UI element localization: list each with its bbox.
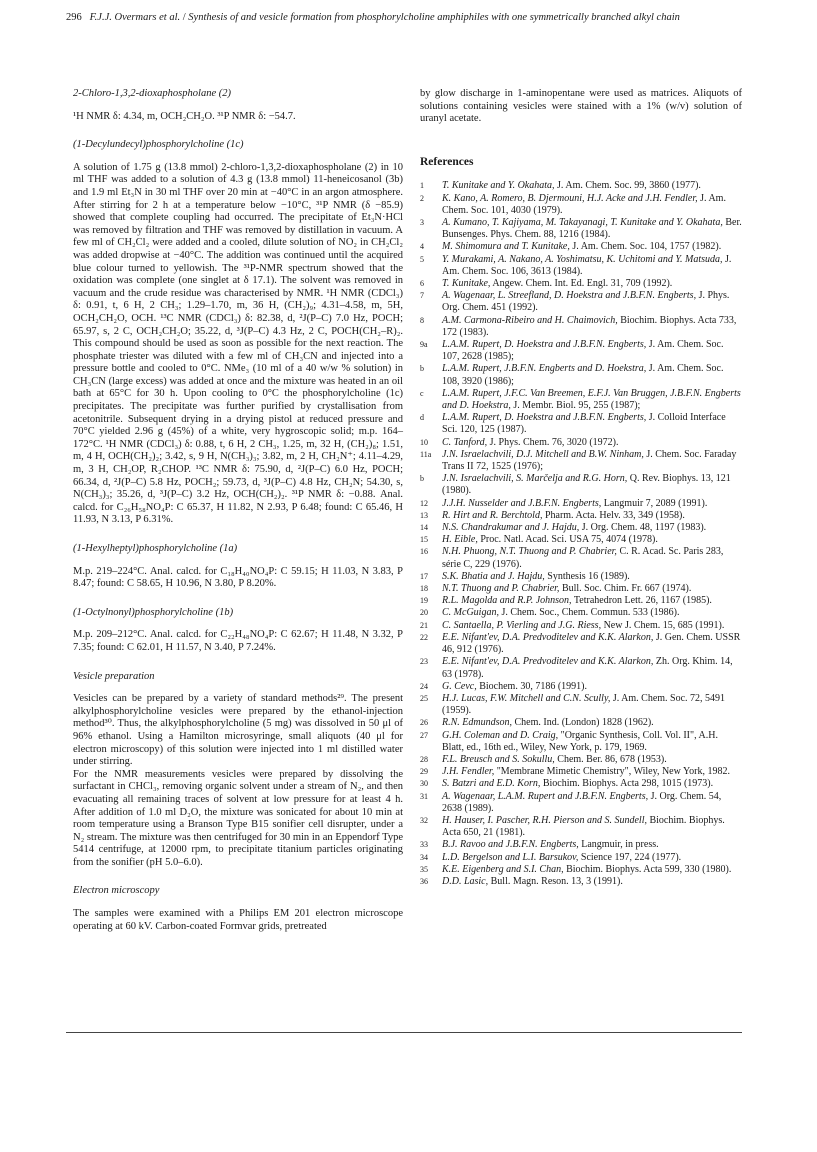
reference-item xyxy=(420,315,742,339)
reference-citation: J. Am. Chem. Soc. 104, 1757 (1982). xyxy=(569,241,722,253)
reference-number: 20 xyxy=(420,608,428,618)
reference-number: 27 xyxy=(420,730,428,740)
reference-authors: R.N. Edmundson, xyxy=(442,717,512,729)
reference-citation: Tetrahedron Lett. 26, 1167 (1985). xyxy=(571,595,712,607)
reference-item xyxy=(420,546,742,570)
reference-item xyxy=(420,278,742,290)
reference-authors: R.L. Magolda and R.P. Johnson, xyxy=(442,595,572,607)
reference-citation: J. Org. Chem. 48, 1197 (1983). xyxy=(579,522,707,534)
reference-item xyxy=(420,498,742,510)
reference-citation: Science 197, 224 (1977). xyxy=(578,851,682,863)
reference-item xyxy=(420,778,742,790)
reference-authors: L.A.M. Rupert, D. Hoekstra and J.B.F.N. Engberts, xyxy=(442,339,647,351)
reference-number: 8 xyxy=(420,315,424,325)
reference-number: 19 xyxy=(420,596,428,606)
reference-citation: "Membrane Mimetic Chemistry", Wiley, New York, 1982. xyxy=(494,766,731,778)
reference-authors: A. Wagenaar, L.A.M. Rupert and J.B.F.N. Engberts, xyxy=(442,790,649,802)
reference-authors: F.L. Breusch and S. Sokullu, xyxy=(442,753,555,765)
reference-citation: Biochem. 30, 7186 (1991). xyxy=(476,680,587,692)
reference-authors: H. Eible, xyxy=(442,534,478,546)
paragraph: The samples were examined with a Philips EM 201 electron microscope operating at 60 kV. Carbon-coated Formvar grids, pretreated xyxy=(73,908,403,932)
reference-item xyxy=(420,437,742,449)
paragraph: ¹H NMR δ: 4.34, m, OCH₂CH₂O. ³¹P NMR δ: −54.7. xyxy=(73,110,296,122)
reference-item xyxy=(420,534,742,546)
paragraph: Vesicles can be prepared by a variety of standard methods²⁹. The present alkylphosphorylcholine vesicles were prepared by the ethanol-injection method³⁰. Thus, the alkylphosphorylcholine (5 mg) was dissolved in 50 μl of 96% ethanol. Using a Hamilton microsyringe, small aliquots (40 μl for electron microscopy) of this solution were injected into 1 ml distilled water under stirring. xyxy=(73,693,403,768)
reference-citation: Angew. Chem. Int. Ed. Engl. 31, 709 (1992). xyxy=(490,278,673,289)
reference-item xyxy=(420,193,742,217)
reference-authors: G.H. Coleman and D. Craig, xyxy=(442,729,559,741)
paragraph: A solution of 1.75 g (13.8 mmol) 2-chloro-1,3,2-dioxaphospholane (2) in 10 ml THF was added to a solution of 4.3 g (13.8 mmol) 11-heneicosanol (3b) and 1.9 ml Et₃N in 30 ml THF over 20 min at −40°C in an argon atmosphere. After stirring for 2 h at a temperature below −10°C, ³¹P NMR (δ −85.9) showed that complete coupling had occurred. The precipitate of Et₃N·HCl was removed by filtration and THF was removed by distillation in vacuum. A few ml of CH₂Cl₂ were added and a cooled, dilute solution of NO₂ in CH₂Cl₂ was added dropwise at −40°C. The addition was continued until the acquired blue colour turned to yellowish. The ³¹P-NMR spectrum showed that the oxidation was complete (one singlet at δ 17.1). The solvent was removed in vacuum and the crude residue was characterised by NMR. ¹H NMR (CDCl₃) δ: 0.91, t, 6 H, 2 CH₃; 1.29–1.70, m, 36 H, (CH₂)₉; 4.31–4.58, m, 5H, OCH₂CH₂O, OCH. ¹³C NMR (CDCl₃) δ: 82.38, d, ²J(P–C) 7.0 Hz, POCH; 65.97, s, 2 C, OCH₂CH₂O; 35.22, d, ³J(P–C) 4.3 Hz, 2 C, POCH(CH₂–R)₂. This compound should be used as soon as possible for the next reaction. The phosphate triester was diluted with a few ml of CH₃CN and injected into a pressure bottle and cooled to 0°C. NMe₃ (10 ml of a 40 w/w % solution) in CH₃CN (large excess) was added at once and the mixture was heated in an oil bath at 65°C for 30 h. Upon cooling to 0°C the phosphorylcholine (1c) precipitates. The precipitate was further purified by crystallisation from acetonitrile. Subsequent drying in a drying pistol at reduced pressure and 70°C yielded 2.96 g (45%) of a white, very hygroscopic solid; m.p. 164–172°C. ¹H NMR (CDCl₃) δ: 0.88, t, 6 H, 2 CH₃, 1.25, m, 32 H, (CH₂)₈; 1.51, m, 4 H, OCH(CH₂)₂; 3.42, s, 9 H, N(CH₃)₃; 3.82, m, 2 H, CH₂N⁺; 4.11–4.29, m, 3 H, CH₂OP, R₂CHOP. ¹³C NMR δ: 75.90, d, ²J(P–C) 6.0 Hz, POCH; 66.34, d, ²J(P–C) 5.8 Hz, POCH₂; 59.73, d, ³J(P–C) 4.8 Hz, CH₂N; 54.30, s, N(CH₃)₃; 35.26, d, ³J(P–C) 3.2 Hz, OCH(CH₂)₂. ³¹P NMR δ: −0.88. Anal. calcd. for C₂₆H₅₈NO₄P: C 65.37, H 11.82, N 2.93, P 6.48; found: C 65.46, H 11.93, N 3.13, P 6.31%. xyxy=(73,161,403,526)
reference-item xyxy=(420,754,742,766)
reference-number: 21 xyxy=(420,620,428,630)
reference-number: 13 xyxy=(420,510,428,520)
bottom-rule xyxy=(66,1032,742,1033)
reference-citation: Ber. Bunsenges. Phys. Chem. 88, 1216 (1984). xyxy=(442,216,742,241)
reference-number: 9a xyxy=(420,340,428,350)
reference-citation: J. Phys. Org. Chem. 451 (1992). xyxy=(442,290,730,314)
reference-number: 3 xyxy=(420,217,424,227)
reference-citation: C. R. Acad. Sc. Paris 283, série C, 229 (1976). xyxy=(442,546,724,570)
reference-citation: J. Gen. Chem. USSR 46, 912 (1976). xyxy=(442,631,741,656)
reference-authors: S. Batzri and E.D. Korn, xyxy=(442,778,541,790)
reference-citation: Pharm. Acta. Helv. 33, 349 (1958). xyxy=(542,509,685,521)
paragraph: M.p. 209–212°C. Anal. calcd. for C₂₂H₄₈NO₄P: C 62.67; H 11.48, N 3.32, P 7.35; found: C 62.01, H 11.57, N 3.40, P 7.24%. xyxy=(73,629,403,653)
reference-number: 6 xyxy=(420,279,424,288)
reference-citation: J. Chem. Soc. Faraday Trans II 72, 1525 (1976); xyxy=(442,448,737,473)
reference-item xyxy=(420,388,742,412)
reference-number: 33 xyxy=(420,840,428,850)
running-head-authors: F.J.J. Overmars et al. xyxy=(89,12,181,23)
reference-item xyxy=(420,254,742,278)
reference-item xyxy=(420,217,742,241)
reference-item xyxy=(420,791,742,815)
running-head-title: Synthesis of and vesicle formation from phosphorylcholine amphiphiles with one symmetrically branched alkyl chain xyxy=(188,12,680,23)
reference-citation: J. Am. Chem. Soc. 107, 2628 (1985); xyxy=(442,339,724,363)
reference-item xyxy=(420,571,742,583)
reference-number: 31 xyxy=(420,791,428,801)
reference-number: c xyxy=(420,388,424,398)
reference-citation: J. Am. Chem. Soc. 101, 4030 (1979). xyxy=(442,192,726,216)
reference-citation: New J. Chem. 15, 685 (1991). xyxy=(601,619,725,631)
reference-citation: Proc. Natl. Acad. Sci. USA 75, 4074 (1978). xyxy=(477,534,658,546)
right-column xyxy=(420,88,742,888)
reference-number: 28 xyxy=(420,754,428,764)
reference-item xyxy=(420,510,742,522)
electron-microscopy-continuation: by glow discharge in 1-aminopentane were used as matrices. Aliquots of solutions containing vesicles were stained with a 1% (w/v) solution of uranyl acetate. xyxy=(420,88,742,125)
reference-item xyxy=(420,766,742,778)
reference-item xyxy=(420,864,742,876)
reference-item xyxy=(420,607,742,619)
reference-item xyxy=(420,473,742,497)
reference-citation: J. Chem. Soc., Chem. Commun. 533 (1986). xyxy=(498,607,680,619)
section-heading: (1-Octylnonyl)phosphorylcholine (1b) xyxy=(73,606,234,618)
reference-authors: B.J. Ravoo and J.B.F.N. Engberts, xyxy=(442,839,579,851)
reference-citation: Synthesis 16 (1989). xyxy=(544,570,630,582)
reference-authors: L.A.M. Rupert, J.F.C. Van Breemen, E.F.J. Van Bruggen, J.B.F.N. Engberts and D. Hoekstra, xyxy=(442,387,741,412)
reference-number: d xyxy=(420,413,424,423)
reference-citation: Chem. Ber. 86, 678 (1953). xyxy=(554,753,667,765)
reference-authors: H.J. Lucas, F.W. Mitchell and C.N. Scully, xyxy=(442,692,611,704)
reference-authors: A. Kumano, T. Kajiyama, M. Takayanagi, T. Kunitake and Y. Okahata, xyxy=(442,216,723,228)
section-heading: Electron microscopy xyxy=(73,885,160,897)
reference-citation: Biochim. Biophys. Acta 599, 330 (1980). xyxy=(563,863,732,875)
reference-citation: J. Am. Chem. Soc. 99, 3860 (1977). xyxy=(554,180,701,192)
reference-number: 5 xyxy=(420,254,424,264)
reference-item xyxy=(420,681,742,693)
reference-citation: J. Am. Chem. Soc. 106, 3613 (1984). xyxy=(442,253,732,277)
reference-number: 1 xyxy=(420,181,424,191)
reference-authors: J.N. Israelachvili, D.J. Mitchell and B.W. Ninham, xyxy=(442,448,644,460)
reference-citation: Chem. Ind. (London) 1828 (1962). xyxy=(512,717,654,729)
reference-item xyxy=(420,241,742,253)
reference-item xyxy=(420,839,742,851)
reference-authors: D.D. Lasic, xyxy=(442,875,489,887)
reference-citation: Langmuir, in press. xyxy=(578,839,659,851)
reference-authors: L.A.M. Rupert, D. Hoekstra and J.B.F.N. Engberts, xyxy=(442,412,647,424)
reference-authors: A.M. Carmona-Ribeiro and H. Chaimovich, xyxy=(442,314,618,326)
reference-item xyxy=(420,632,742,656)
reference-authors: N.H. Phuong, N.T. Thuong and P. Chabrier, xyxy=(442,546,617,558)
reference-number: 14 xyxy=(420,523,428,533)
reference-item xyxy=(420,852,742,864)
reference-item xyxy=(420,339,742,363)
reference-authors: M. Shimomura and T. Kunitake, xyxy=(442,241,570,253)
reference-number: 17 xyxy=(420,571,428,581)
reference-number: 35 xyxy=(420,864,428,874)
reference-number: 11a xyxy=(420,449,432,459)
reference-authors: C. McGuigan, xyxy=(442,607,499,619)
reference-authors: G. Cevc, xyxy=(442,680,477,692)
reference-number: 18 xyxy=(420,584,428,594)
reference-authors: S.K. Bhatia and J. Hajdu, xyxy=(442,570,545,582)
reference-citation: "Organic Synthesis, Coll. Vol. II", A.H. Blatt, ed., 16th ed., Wiley, New York, p. 179, 1969. xyxy=(442,729,718,753)
reference-item xyxy=(420,412,742,436)
reference-authors: Y. Murakami, A. Nakano, A. Yoshimatsu, K. Uchitomi and Y. Matsuda, xyxy=(442,253,723,265)
reference-number: b xyxy=(420,474,424,484)
reference-item xyxy=(420,717,742,729)
reference-authors: E.E. Nifant'ev, D.A. Predvoditelev and K.K. Alarkon, xyxy=(442,631,654,643)
reference-number: 36 xyxy=(420,876,428,886)
reference-citation: J. Membr. Biol. 95, 255 (1987); xyxy=(510,400,641,412)
reference-item xyxy=(420,290,742,314)
running-head: 296 F.J.J. Overmars et al. / Synthesis of and vesicle formation from phosphorylcholine amphiphiles with one symmetrically branched alkyl chain xyxy=(66,12,680,23)
page-number: 296 xyxy=(66,12,82,23)
reference-authors: J.N. Israelachvili, S. Marčelja and R.G. Horn, xyxy=(442,473,628,485)
reference-number: 4 xyxy=(420,242,424,252)
section-heading: 2-Chloro-1,3,2-dioxaphospholane (2) xyxy=(73,88,231,99)
left-column xyxy=(73,88,403,933)
reference-number: 26 xyxy=(420,718,428,728)
reference-number: 10 xyxy=(420,437,428,447)
reference-authors: T. Kunitake, xyxy=(442,278,491,289)
reference-number: 30 xyxy=(420,779,428,789)
reference-item xyxy=(420,180,742,192)
reference-number: 22 xyxy=(420,632,428,642)
reference-citation: Bull. Soc. Chim. Fr. 667 (1974). xyxy=(559,583,692,595)
reference-citation: Biochim. Biophys. Acta 650, 21 (1981). xyxy=(442,814,725,839)
reference-item xyxy=(420,620,742,632)
reference-item xyxy=(420,656,742,680)
reference-item xyxy=(420,583,742,595)
reference-number: 2 xyxy=(420,193,424,203)
reference-citation: J. Phys. Chem. 76, 3020 (1972). xyxy=(487,436,619,448)
reference-number: 24 xyxy=(420,681,428,691)
reference-citation: J. Org. Chem. 54, 2638 (1989). xyxy=(442,790,722,814)
reference-number: 25 xyxy=(420,693,428,703)
reference-number: 12 xyxy=(420,498,428,508)
reference-number: 15 xyxy=(420,535,428,545)
reference-authors: L.A.M. Rupert, J.B.F.N. Engberts and D. Hoekstra, xyxy=(442,363,647,375)
reference-authors: E.E. Nifant'ev, D.A. Predvoditelev and K.K. Alarkon, xyxy=(442,656,654,668)
reference-citation: J. Am. Chem. Soc. 108, 3920 (1986); xyxy=(442,363,724,387)
reference-authors: A. Wagenaar, L. Streefland, D. Hoekstra and J.B.F.N. Engberts, xyxy=(442,290,697,302)
section-heading: Vesicle preparation xyxy=(73,670,155,682)
paragraph: M.p. 219–224°C. Anal. calcd. for C₁₈H₄₀NO₄P: C 59.15; H 11.03, N 3.83, P 8.47; found: C 58.65, H 10.96, N 3.80, P 8.20%. xyxy=(73,565,403,590)
section-heading: (1-Hexylheptyl)phosphorylcholine (1a) xyxy=(73,543,238,554)
reference-number: 7 xyxy=(420,291,424,301)
reference-authors: C. Santaella, P. Vierling and J.G. Riess, xyxy=(442,619,602,631)
reference-number: 29 xyxy=(420,767,428,777)
reference-item xyxy=(420,693,742,717)
paragraph: For the NMR measurements vesicles were prepared by dissolving the surfactant in CHCl₃, removing organic solvent under a stream of N₂, and then evacuating all remaining traces of solvent at low pressure for at least 4 h. After addition of 1.0 ml D₂O, the mixture was sonicated for about 10 min at room temperature using a Branson Type B15 sonifier cell disrupter, under a N₂ stream. The mixture was then centrifuged for 30 min in an Eppendorf Type 5414 centrifuge, at 12000 rpm, to precipitate titanium particles originating from the sonifier (pH 5.0–6.0). xyxy=(73,768,403,868)
reference-authors: K. Kano, A. Romero, B. Djermouni, H.J. Acke and J.H. Fendler, xyxy=(442,192,698,204)
reference-authors: L.D. Bergelson and L.I. Barsukov, xyxy=(442,851,579,863)
section-heading: (1-Decylundecyl)phosphorylcholine (1c) xyxy=(73,139,244,151)
reference-citation: Langmuir 7, 2089 (1991). xyxy=(601,497,708,509)
reference-number: 16 xyxy=(420,547,428,557)
reference-citation: Biochim. Biophys. Acta 733, 172 (1983). xyxy=(442,314,737,338)
reference-list xyxy=(420,180,742,888)
reference-citation: Zh. Org. Khim. 14, 63 (1978). xyxy=(442,656,733,680)
reference-authors: N.T. Thuong and P. Chabrier, xyxy=(442,583,560,595)
reference-citation: J. Am. Chem. Soc. 72, 5491 (1959). xyxy=(442,692,726,717)
reference-authors: H. Hauser, I. Pascher, R.H. Pierson and S. Sundell, xyxy=(442,814,647,826)
reference-citation: J. Colloid Interface Sci. 120, 125 (1987). xyxy=(442,412,726,436)
reference-authors: R. Hirt and R. Berchtold, xyxy=(442,509,543,521)
reference-number: 32 xyxy=(420,815,428,825)
reference-authors: N.S. Chandrakumar and J. Hajdu, xyxy=(442,522,580,534)
reference-item xyxy=(420,815,742,839)
reference-number: 23 xyxy=(420,657,428,667)
reference-citation: Q. Rev. Biophys. 13, 121 (1980). xyxy=(442,473,731,497)
reference-item xyxy=(420,876,742,888)
reference-item xyxy=(420,449,742,473)
reference-authors: T. Kunitake and Y. Okahata, xyxy=(442,180,555,192)
reference-item xyxy=(420,730,742,754)
references-heading: References xyxy=(420,155,474,168)
reference-citation: Bull. Magn. Reson. 13, 3 (1991). xyxy=(488,875,623,887)
reference-item xyxy=(420,522,742,534)
reference-number: 34 xyxy=(420,852,428,862)
reference-citation: Biochim. Biophys. Acta 298, 1015 (1973). xyxy=(540,778,714,790)
reference-authors: J.J.H. Nusselder and J.B.F.N. Engberts, xyxy=(442,497,602,509)
reference-item xyxy=(420,595,742,607)
reference-authors: J.H. Fendler, xyxy=(442,766,495,778)
reference-number: b xyxy=(420,364,424,374)
reference-item xyxy=(420,363,742,387)
reference-authors: K.E. Eigenberg and S.I. Chan, xyxy=(442,863,564,875)
reference-authors: C. Tanford, xyxy=(442,436,488,448)
